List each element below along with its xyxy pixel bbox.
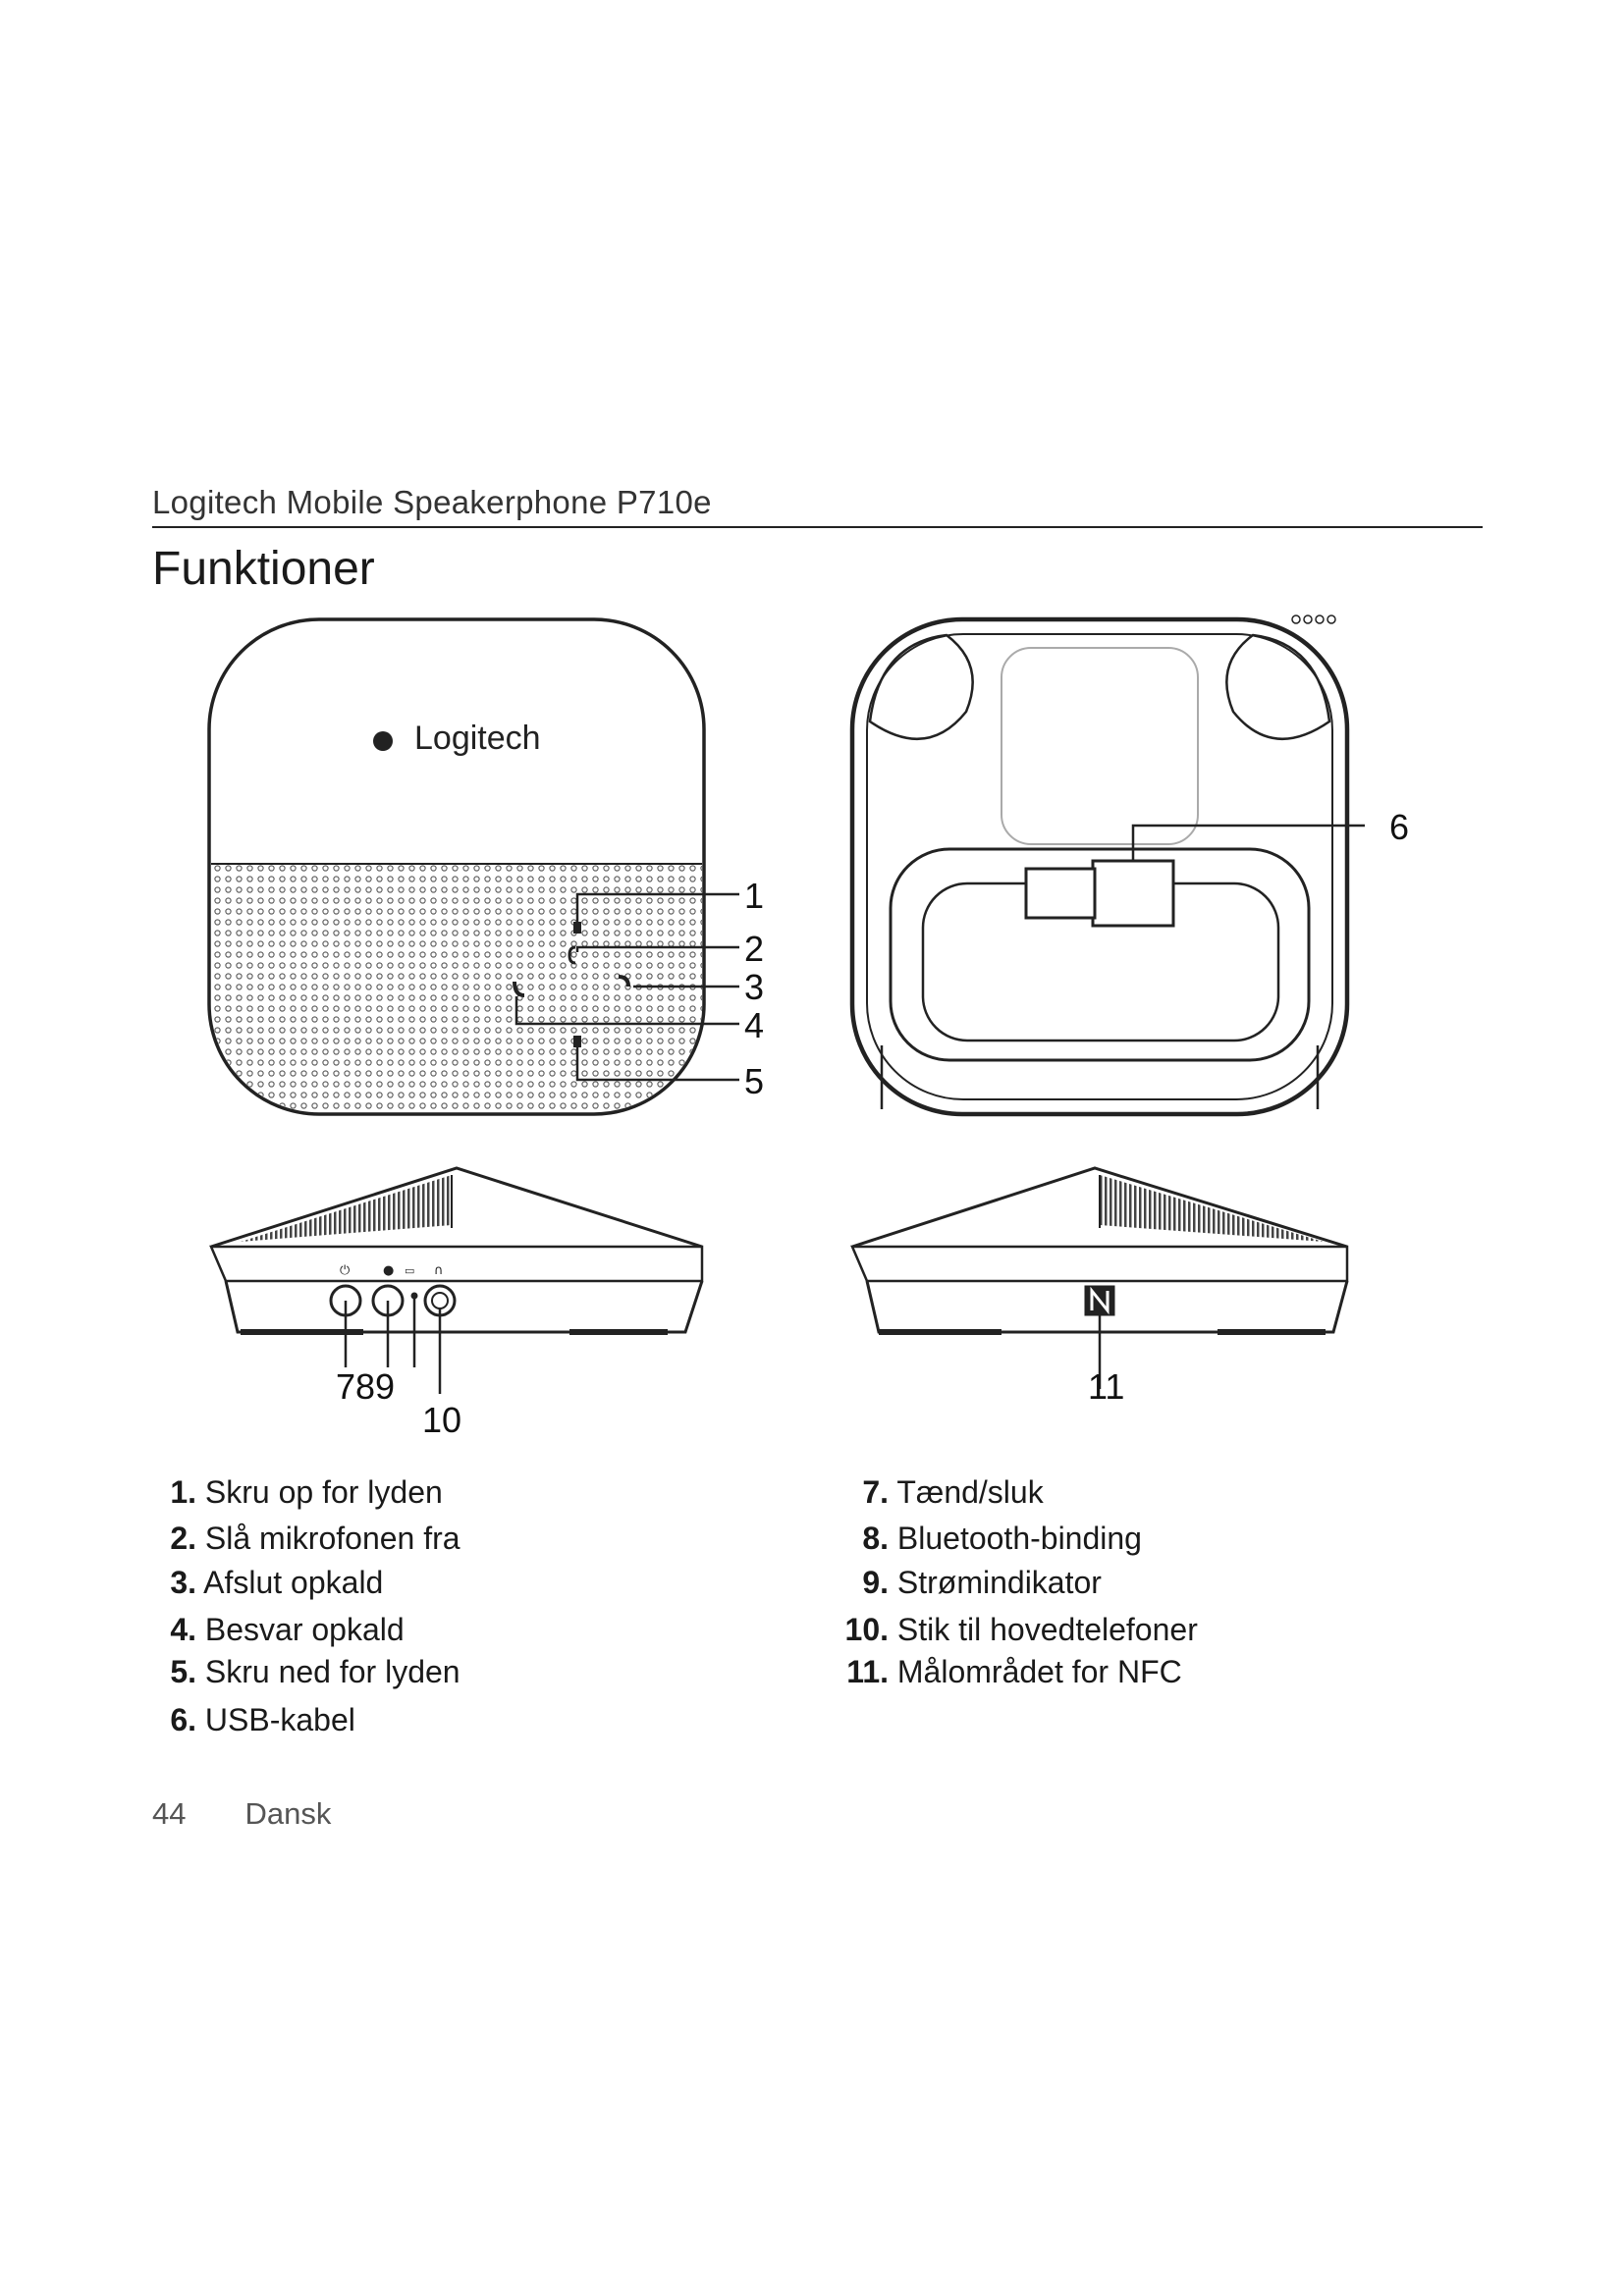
list-item: 1. Skru op for lyden	[170, 1474, 443, 1510]
list-item: 3. Afslut opkald	[170, 1565, 384, 1600]
speaker-side-view-nfc	[852, 1168, 1347, 1389]
logitech-logo-icon	[373, 731, 393, 751]
list-item: 6. USB-kabel	[170, 1702, 355, 1737]
list-item: 10. Stik til hovedtelefoner	[844, 1612, 1198, 1647]
page-header	[152, 483, 1483, 597]
diagram-drawing	[147, 604, 1453, 1448]
list-item: 2. Slå mikrofonen fra	[170, 1521, 460, 1556]
speaker-top-view	[206, 619, 707, 1119]
callout-7-8-9: 789	[336, 1366, 396, 1407]
list-item: 9. Strømindikator	[862, 1565, 1102, 1600]
footer-language: Dansk	[244, 1796, 332, 1831]
speaker-bottom-view	[852, 615, 1347, 1114]
logo-text: Logitech	[414, 720, 541, 757]
callout-3: 3	[744, 967, 765, 1007]
callout-10: 10	[422, 1400, 462, 1440]
callout-6: 6	[1389, 807, 1410, 847]
svg-text:⏻: ⏻	[340, 1263, 351, 1278]
section-title: Funktioner	[152, 543, 375, 595]
callout-5: 5	[744, 1061, 765, 1101]
header-rule	[152, 526, 1483, 528]
callout-11: 11	[1088, 1366, 1125, 1407]
product-diagram	[147, 604, 1453, 1448]
svg-text:∩: ∩	[434, 1263, 444, 1278]
svg-text:▭: ▭	[405, 1264, 415, 1277]
svg-text:●: ●	[383, 1263, 395, 1278]
callout-1: 1	[744, 876, 765, 916]
callout-2: 2	[744, 929, 765, 969]
list-item: 7. Tænd/sluk	[862, 1474, 1044, 1510]
list-item: 8. Bluetooth-binding	[862, 1521, 1142, 1556]
speaker-side-view-ports	[211, 1168, 702, 1332]
page-footer	[152, 1796, 331, 1832]
list-item: 5. Skru ned for lyden	[170, 1654, 460, 1689]
callout-4: 4	[744, 1005, 765, 1045]
page-number: 44	[152, 1796, 187, 1831]
list-item: 4. Besvar opkald	[170, 1612, 405, 1647]
list-item: 11. Målområdet for NFC	[846, 1654, 1182, 1689]
product-name: Logitech Mobile Speakerphone P710e	[152, 484, 712, 520]
